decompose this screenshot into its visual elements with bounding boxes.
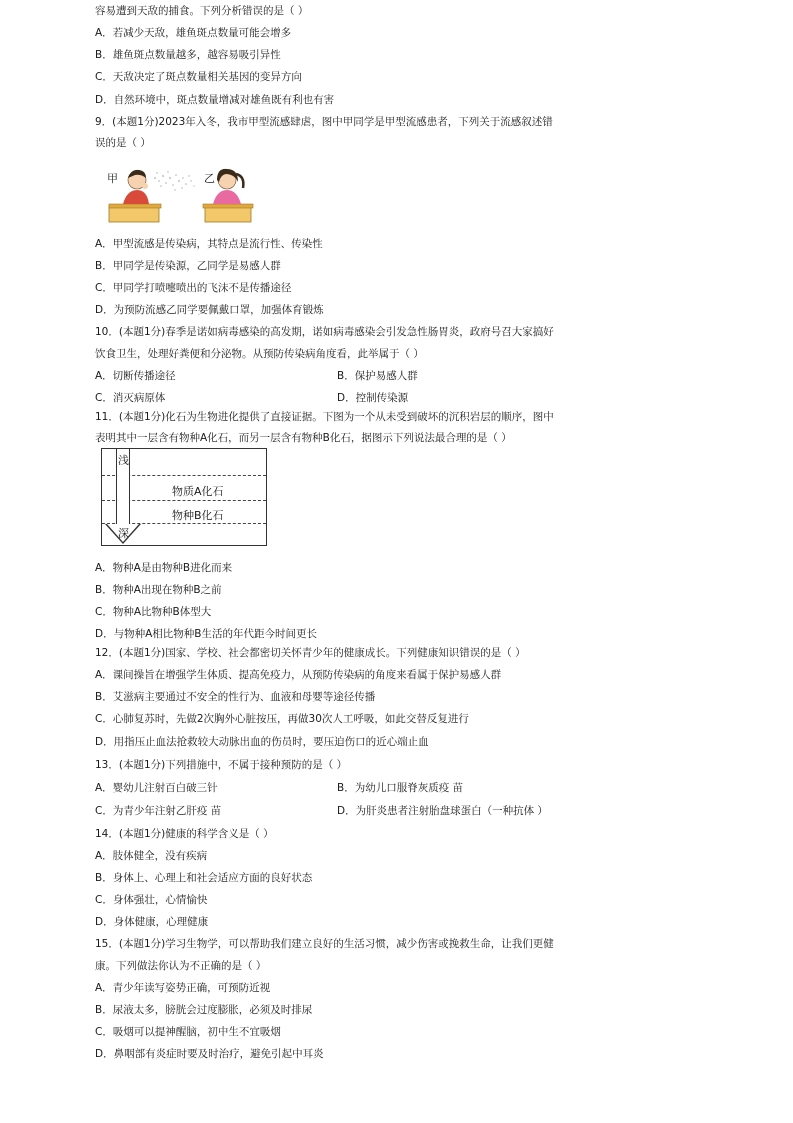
q11-option-a: A．物种A是由物种B进化而来 <box>95 562 233 574</box>
q10-stem-line2: 饮食卫生，处理好粪便和分泌物。从预防传染病角度看，此举属于（ ） <box>95 348 424 360</box>
label-yi: 乙 <box>204 172 215 185</box>
q12-option-d: D．用指压止血法抢救较大动脉出血的伤员时，要压迫伤口的近心端止血 <box>95 736 429 748</box>
q9-option-a: A．甲型流感是传染病，其特点是流行性、传染性 <box>95 238 323 250</box>
q11-stem-line2: 表明其中一层含有物种A化石，而另一层含有物种B化石，据图示下列说法最合理的是（ ） <box>95 432 512 444</box>
q10-option-a: A．切断传播途径 <box>95 370 176 382</box>
q13-option-c: C．为青少年注射乙肝疫 苗 <box>95 805 222 817</box>
q13-option-d: D．为肝炎患者注射胎盘球蛋白（一种抗体 ） <box>337 805 548 817</box>
q15-stem-line2: 康。下列做法你认为不正确的是（ ） <box>95 960 267 972</box>
q8-option-c: C．天敌决定了斑点数量相关基因的变异方向 <box>95 71 302 83</box>
q15-option-d: D．鼻咽部有炎症时要及时治疗，避免引起中耳炎 <box>95 1048 324 1060</box>
q15-option-a: A．青少年读写姿势正确，可预防近视 <box>95 982 271 994</box>
q10-option-b: B．保护易感人群 <box>337 370 418 382</box>
q14-option-d: D．身体健康，心理健康 <box>95 916 209 928</box>
q11-option-b: B．物种A出现在物种B之前 <box>95 584 222 596</box>
q8-option-a: A．若减少天敌，雄鱼斑点数量可能会增多 <box>95 27 292 39</box>
q15-option-c: C．吸烟可以提神醒脑，初中生不宜吸烟 <box>95 1026 281 1038</box>
q8-option-d: D．自然环境中，斑点数量增减对雄鱼既有利也有害 <box>95 94 335 106</box>
q15-stem: 15．(本题1分)学习生物学，可以帮助我们建立良好的生活习惯，减少伤害或挽救生命，让我们更健 <box>95 938 554 950</box>
q11-stem: 11．(本题1分)化石为生物进化提供了直接证据。下图为一个从未受到破坏的沉积岩层的顺序，图中 <box>95 411 554 423</box>
sneeze-illustration <box>105 166 255 228</box>
q9-option-c: C．甲同学打喷嚏喷出的飞沫不是传播途径 <box>95 282 292 294</box>
q12-option-b: B．艾滋病主要通过不安全的性行为、血液和母婴等途径传播 <box>95 691 376 703</box>
q9-option-b: B．甲同学是传染源，乙同学是易感人群 <box>95 260 281 272</box>
q14-stem: 14．(本题1分)健康的科学含义是（ ） <box>95 828 274 840</box>
q10-option-c: C．消灭病原体 <box>95 392 166 404</box>
q8-stem-end: 容易遭到天敌的捕食。下列分析错误的是（ ） <box>95 5 309 17</box>
q9-stem-line2: 误的是（ ） <box>95 137 151 149</box>
q14-option-c: C．身体强壮，心情愉快 <box>95 894 208 906</box>
label-jia: 甲 <box>107 172 118 185</box>
q9-stem: 9．(本题1分)2023年入冬，我市甲型流感肆虐，图中甲同学是甲型流感患者，下列关于流感叙述错 <box>95 116 553 128</box>
q12-stem: 12．(本题1分)国家、学校、社会都密切关怀青少年的健康成长。下列健康知识错误的是（ ） <box>95 647 526 659</box>
q10-stem: 10．(本题1分)春季是诺如病毒感染的高发期，诺如病毒感染会引发急性肠胃炎，政府号召大家搞好 <box>95 326 554 338</box>
q10-option-d: D．控制传染源 <box>337 392 409 404</box>
q11-option-d: D．与物种A相比物种B生活的年代距今时间更长 <box>95 628 317 640</box>
q12-option-a: A．课间操旨在增强学生体质、提高免疫力，从预防传染病的角度来看属于保护易感人群 <box>95 669 502 681</box>
label-shallow: 浅 <box>118 454 129 467</box>
q15-option-b: B．尿液太多，膀胱会过度膨胀，必须及时排尿 <box>95 1004 313 1016</box>
q13-option-b: B．为幼儿口服脊灰质疫 苗 <box>337 782 464 794</box>
layer-b-label: 物种B化石 <box>172 509 224 522</box>
q14-option-a: A．肢体健全，没有疾病 <box>95 850 208 862</box>
q12-option-c: C．心肺复苏时，先做2次胸外心脏按压，再做30次人工呼吸，如此交替反复进行 <box>95 713 469 725</box>
q8-option-b: B．雄鱼斑点数量越多，越容易吸引异性 <box>95 49 281 61</box>
q9-option-d: D．为预防流感乙同学要佩戴口罩，加强体育锻炼 <box>95 304 324 316</box>
label-deep: 深 <box>118 527 129 540</box>
q13-option-a: A．婴幼儿注射百白破三针 <box>95 782 218 794</box>
q13-stem: 13．(本题1分)下列措施中，不属于接种预防的是（ ） <box>95 759 348 771</box>
q11-option-c: C．物种A比物种B体型大 <box>95 606 212 618</box>
q14-option-b: B．身体上、心理上和社会适应方面的良好状态 <box>95 872 313 884</box>
strata-diagram <box>101 448 267 546</box>
layer-a-label: 物质A化石 <box>172 485 224 498</box>
